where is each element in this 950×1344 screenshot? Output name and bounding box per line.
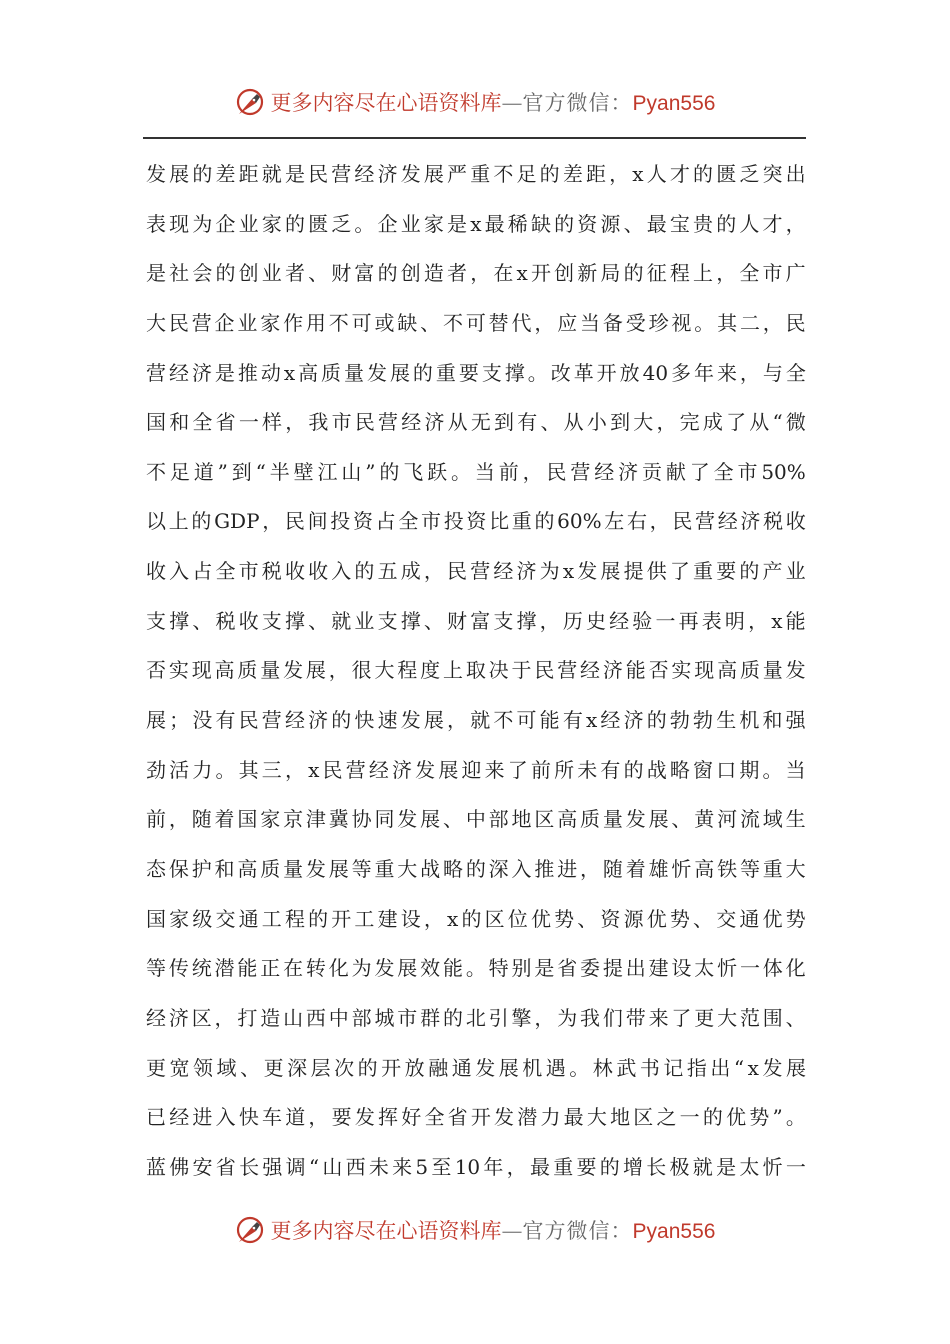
header-official-label: 官方微信：: [522, 91, 633, 115]
document-body: [146, 150, 806, 1192]
header-wechat-id: Pyan556: [632, 92, 716, 115]
text-line: 以 上 的 GDP ， 民 间 投 资 占 全 市 投 资 比 重 的 60% 左 右 ， 民 营 经 济 税 收: [146, 509, 806, 534]
text-line: 已 经 进 入 快 车 道 ， 要 发 挥 好 全 省 开 发 潜 力 最 大 地 区 之 一 的 优 势 ” 。: [146, 1105, 806, 1130]
footer-banner-text: [271, 1215, 716, 1245]
footer-official-label: 官方微信：: [522, 1219, 633, 1243]
text-line: 发 展 的 差 距 就 是 民 营 经 济 发 展 严 重 不 足 的 差 距 ， x 人 才 的 匮 乏 突 出: [146, 162, 806, 186]
text-line: 国 和 全 省 一 样 ， 我 市 民 营 经 济 从 无 到 有 、 从 小 到 大 ， 完 成 了 从 “ 微: [146, 410, 806, 435]
header-banner-text: [271, 87, 716, 117]
footer-banner: [0, 1210, 950, 1250]
text-line: 是 社 会 的 创 业 者 、 财 富 的 创 造 者 ， 在 x 开 创 新 局 的 征 程 上 ， 全 市 广: [146, 261, 806, 286]
text-line: 劲 活 力 。 其 三 ， x 民 营 经 济 发 展 迎 来 了 前 所 未 有 的 战 略 窗 口 期 。 当: [146, 757, 806, 782]
text-line: 表 现 为 企 业 家 的 匮 乏 。 企 业 家 是 x 最 稀 缺 的 资 源 、 最 宝 贵 的 人 才 ，: [146, 211, 806, 236]
text-line: 支 撑 、 税 收 支 撑 、 就 业 支 撑 、 财 富 支 撑 ， 历 史 经 验 一 再 表 明 ， x 能: [146, 608, 806, 633]
text-line: 不 足 道 ” 到 “ 半 壁 江 山 ” 的 飞 跃 。 当 前 ， 民 营 经 济 贡 献 了 全 市 50%: [146, 459, 806, 484]
text-line: 否 实 现 高 质 量 发 展 ， 很 大 程 度 上 取 决 于 民 营 经 济 能 否 实 现 高 质 量 发: [146, 658, 806, 683]
header-dash: —: [501, 91, 523, 115]
text-line: 大 民 营 企 业 家 作 用 不 可 或 缺 、 不 可 替 代 ， 应 当 备 受 珍 视 。 其 二 ， 民: [146, 310, 806, 335]
pen-nib-seal-icon: [235, 87, 265, 117]
header-banner: [0, 82, 950, 122]
text-line: 前 ， 随 着 国 家 京 津 冀 协 同 发 展 、 中 部 地 区 高 质 量 发 展 、 黄 河 流 域 生: [146, 807, 806, 832]
text-line: 等 传 统 潜 能 正 在 转 化 为 发 展 效 能 。 特 别 是 省 委 提 出 建 设 太 忻 一 体 化: [146, 956, 806, 981]
text-line: 更 宽 领 域 、 更 深 层 次 的 开 放 融 通 发 展 机 遇 。 林 武 书 记 指 出 “ x 发 展: [146, 1055, 806, 1080]
pen-nib-seal-icon: [235, 1215, 265, 1245]
text-line: 国 家 级 交 通 工 程 的 开 工 建 设 ， x 的 区 位 优 势 、 资 源 优 势 、 交 通 优 势: [146, 906, 806, 931]
footer-dash: —: [501, 1219, 523, 1243]
text-line: 态 保 护 和 高 质 量 发 展 等 重 大 战 略 的 深 入 推 进 ， 随 着 雄 忻 高 铁 等 重 大: [146, 856, 806, 881]
text-line: 经 济 区 ， 打 造 山 西 中 部 城 市 群 的 北 引 擎 ， 为 我 们 带 来 了 更 大 范 围 、: [146, 1005, 806, 1030]
text-line: 营 经 济 是 推 动 x 高 质 量 发 展 的 重 要 支 撑 。 改 革 开 放 40 多 年 来 ， 与 全: [146, 360, 806, 385]
text-line: 收 入 占 全 市 税 收 收 入 的 五 成 ， 民 营 经 济 为 x 发 展 提 供 了 重 要 的 产 业: [146, 559, 806, 584]
header-site-name: 更多内容尽在心语资料库: [270, 91, 502, 115]
header-divider: [143, 137, 806, 139]
text-line: 蓝 佛 安 省 长 强 调 “ 山 西 未 来 5 至 10 年 ， 最 重 要 的 增 长 极 就 是 太 忻 一: [146, 1154, 806, 1179]
footer-site-name: 更多内容尽在心语资料库: [270, 1219, 502, 1243]
text-line: 展 ； 没 有 民 营 经 济 的 快 速 发 展 ， 就 不 可 能 有 x 经 济 的 勃 勃 生 机 和 强: [146, 708, 806, 733]
footer-wechat-id: Pyan556: [632, 1220, 716, 1243]
